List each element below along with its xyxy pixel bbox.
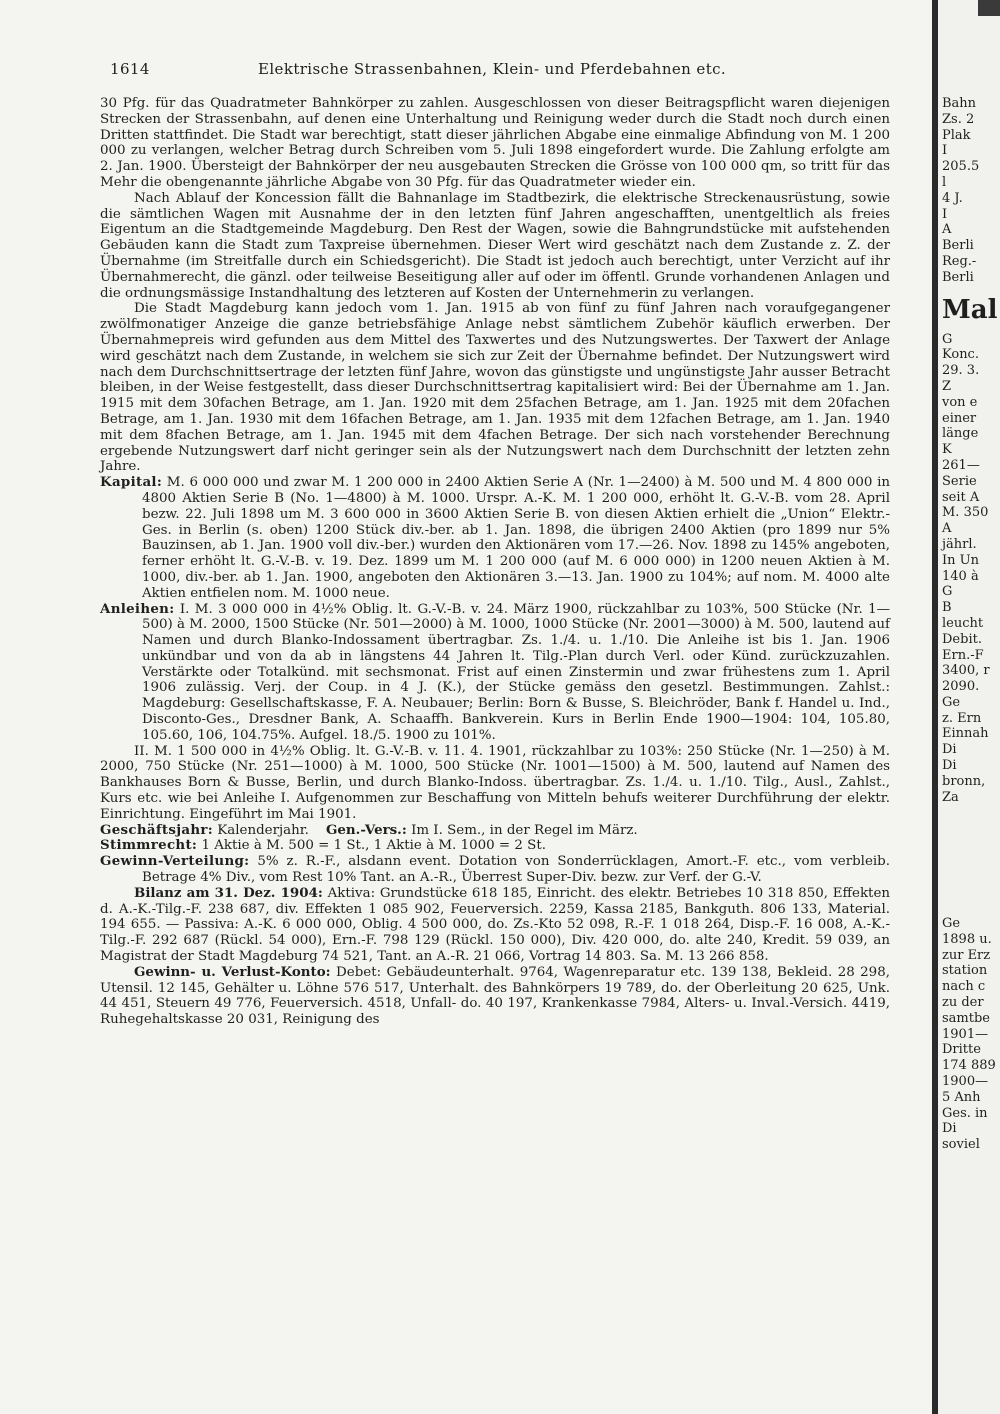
adjacent-line: Ern.-F [942, 647, 984, 663]
adjacent-line [942, 805, 1000, 821]
running-title: Elektrische Strassenbahnen, Klein- und Pferdebahnen etc. [258, 60, 727, 78]
adjacent-line: Bahn [942, 96, 977, 111]
adjacent-line: Berli [942, 269, 974, 285]
adjacent-line: länge [942, 426, 979, 442]
anleihen-text: I. M. 3 000 000 in 4½% Oblig. lt. G.-V.-B. v. 24. März 1900, rückzahlbar zu 103%, 500 Stücke (Nr. 1—500) à M. 2000, 1500 Stücke (Nr. 501—2000) à M. 1000, 1000 Stücke (Nr. 2001—3000) à M. 500, lautend auf Namen und durch Blanko-Indossament übertragbar. Zs. 1./4. u. 1./10. Die Anleihe ist bis 1. Jan. 1906 unkündbar und von da ab in längstens 44 Jahren lt. Tilg.-Plan durch Verl. oder Künd. zurückzuzahlen. Verstärkte oder Totalkünd. mit sechsmonat. Frist auf einen Zinstermin und zwar frühestens zum 1. April 1906 zulässig. Verj. der Coup. in 4 J. (K.), der Stücke gemäss den gesetzl. Bestimmungen. Zahlst.: Magdeburg: Gesellschaftskasse, F. A. Neubauer; Berlin: Born & Busse, S. Bleichröder, Bank f. Handel u. Ind., Disconto-Ges., Dresdner Bank, A. Schaaffh. Bankverein. Kurs in Berlin Ende 1900—1904: 104, 105.80, 105.60, 106, 104.75%. Aufgel. 18./5. 1900 zu 101%. [142, 601, 890, 743]
gewinn-verteilung-text: 5% z. R.-F., alsdann event. Dotation von Sonderrücklagen, Amort.-F. etc., vom verbleib. Betrage 4% Div., vom Rest 10% Tant. an A.-R., Überrest Super-Div. bezw. zur Verf. der G.-V. [142, 854, 890, 886]
adjacent-line: K [942, 442, 952, 458]
adjacent-line: 1900— [942, 1074, 989, 1090]
adjacent-line: Serie [942, 473, 977, 489]
stimmrecht-text: 1 Aktie à M. 500 = 1 St., 1 Aktie à M. 1000 = 2 St. [201, 838, 546, 854]
corner-mark [978, 0, 1000, 16]
paragraph-contribution: 30 Pfg. für das Quadratmeter Bahnkörper zu zahlen. Ausgeschlossen von dieser Beitragspflicht waren diejenigen Strecken der Strassenbahn, auf denen eine Unterhaltung und Reinigung weder durch die Stadt noch durch einen Dritten stattfindet. Die Stadt war berechtigt, statt dieser jährlichen Abgabe eine einmalige Abfindung von M. 1 200 000 zu verlangen, welcher Betrag durch Schreiben vom 5. Juli 1898 eingefordert wurde. Die Zahlung erfolgte am 2. Jan. 1900. Übersteigt der Bahnkörper der neu ausgebauten Strecken die Grösse von 100 000 qm, so tritt für das Mehr die obengenannte jährliche Abgabe von 30 Pfg. für das Quadratmeter wieder ein. [100, 96, 890, 190]
paragraph-purchase-right: Die Stadt Magdeburg kann jedoch vom 1. Jan. 1915 ab von fünf zu fünf Jahren nach voraufgegangener zwölfmonatiger Anzeige die ganze betriebsfähige Anlage nebst sämtlichem Zubehör käuflich erwerben. Der Übernahmepreis wird gefunden aus dem Mittel des Taxwertes und des Nutzungswertes. Der Taxwert der Anlage wird geschätzt nach dem Zustande, in welchem sie sich zur Zeit der Übernahme befindet. Der Nutzungswert wird nach dem Durchschnittsertrage der letzten fünf Jahre, wovon das günstigste und ungünstigste Jahr ausser Betracht bleiben, in der Weise festgestellt, dass dieser Durchschnittsertrag kapitalisiert wird: Bei der Übernahme am 1. Jan. 1915 mit dem 30fachen Betrage, am 1. Jan. 1920 mit dem 25fachen Betrage, am 1. Jan. 1925 mit dem 20fachen Betrage, am 1. Jan. 1930 mit dem 16fachen Betrage, am 1. Jan. 1935 mit dem 12fachen Betrage, am 1. Jan. 1940 mit dem 8fachen Betrage, am 1. Jan. 1945 mit dem 4fachen Betrage. Der sich nach vorstehender Berechnung ergebende Nutzungswert darf nicht geringer sein als der Nutzungswert nach dem Durchschnitt der letzten zehn Jahre. [100, 301, 890, 475]
adjacent-line: Zs. 2 [942, 111, 975, 127]
adjacent-line: In Un [942, 552, 979, 568]
adjacent-line: Plak [942, 127, 971, 143]
page-number: 1614 [110, 60, 150, 78]
anleihen-label: Anleihen: [100, 600, 175, 617]
section-anleihen [100, 602, 890, 744]
section-geschaeftsjahr [100, 823, 890, 839]
gewinn-verteilung-label: Gewinn-Verteilung: [100, 853, 250, 870]
adjacent-line: I [942, 206, 948, 222]
adjacent-line: Ge [942, 916, 961, 932]
adjacent-line: l [942, 174, 947, 190]
section-bilanz [100, 886, 890, 965]
adjacent-line: zu der [942, 995, 984, 1011]
adjacent-line: Za [942, 789, 959, 805]
adjacent-line [942, 884, 1000, 900]
adjacent-line: Konc. [942, 347, 979, 363]
bilanz-label: Bilanz am 31. Dez. 1904: [134, 884, 323, 901]
adjacent-line: 1898 u. [942, 931, 992, 947]
adjacent-page-text [942, 96, 1000, 1153]
adjacent-line: jährl. [942, 536, 977, 552]
adjacent-line: station [942, 963, 988, 979]
stimmrecht-label: Stimmrecht: [100, 837, 198, 854]
adjacent-line: soviel [942, 1137, 980, 1153]
adjacent-line: seit A [942, 489, 980, 505]
adjacent-line [942, 900, 1000, 916]
section-gewinn-verlust [100, 965, 890, 1028]
adjacent-line: 261— [942, 457, 980, 473]
adjacent-line: 140 à [942, 568, 979, 584]
adjacent-line: 29. 3. [942, 363, 980, 379]
adjacent-line [942, 837, 1000, 853]
adjacent-line: Di [942, 758, 957, 774]
adjacent-line: B [942, 600, 952, 616]
adjacent-line [942, 869, 1000, 885]
adjacent-line: Ge [942, 694, 961, 710]
kapital-label: Kapital: [100, 474, 163, 491]
bilanz-text: Aktiva: Grundstücke 618 185, Einricht. des elektr. Betriebes 10 318 850, Effekten d. A.-K.-Tilg.-F. 238 687, div. Effekten 1 085 902, Feuerversich. 2259, Kassa 2185, Bankguth. 806 133, Material. 194 655. — Passiva: A.-K. 6 000 000, Oblig. 4 500 000, do. Zs.-Kto 52 098, R.-F. 1 018 264, Disp.-F. 16 008, A.-K.-Tilg.-F. 292 687 (Rückl. 54 000), Ern.-F. 798 129 (Rückl. 150 000), Div. 420 000, do. alte 240, Kredit. 59 039, an Magistrat der Stadt Magdeburg 74 521, Tant. an A.-R. 21 066, Vortrag 14 803. Sa. M. 13 266 858. [100, 885, 890, 965]
adjacent-line: 5 Anh [942, 1089, 981, 1105]
adjacent-line: 3400, r [942, 663, 990, 679]
running-header [110, 60, 890, 84]
adjacent-line [942, 821, 1000, 837]
geschaeftsjahr-text: Kalenderjahr. [217, 822, 309, 838]
main-text [100, 96, 890, 1028]
section-stimmrecht [100, 838, 890, 854]
anleihen-second: II. M. 1 500 000 in 4½% Oblig. lt. G.-V.-B. v. 11. 4. 1901, rückzahlbar zu 103%: 250 Stücke (Nr. 1—250) à M. 2000, 750 Stücke (Nr. 251—1000) à M. 1000, 500 Stücke (Nr. 1001—1500) à M. 500, lautend auf Namen des Bankhauses Born & Busse, Berlin, und durch Blanko-Indoss. übertragbar. Zs. 1./4. u. 1./10. Tilg., Ausl., Zahlst., Kurs etc. wie bei Anleihe I. Aufgenommen zur Beschaffung von Mitteln behufs weiterer Durchführung der elektr. Einrichtung. Eingeführt im Mai 1901. [100, 743, 890, 822]
adjacent-line: 2090. [942, 679, 980, 695]
adjacent-line: Ges. in [942, 1105, 988, 1121]
adjacent-line: I [942, 143, 948, 159]
adjacent-line: 4 J. [942, 190, 963, 206]
kapital-text: M. 6 000 000 und zwar M. 1 200 000 in 2400 Aktien Serie A (Nr. 1—2400) à M. 500 und M. 4 800 000 in 4800 Aktien Serie B (No. 1—4800) à M. 1000. Urspr. A.-K. M. 1 200 000, erhöht lt. G.-V.-B. vom 28. April bezw. 22. Juli 1898 um M. 3 600 000 in 3600 Aktien Serie B. von diesen Aktien erhielt die „Union“ Elektr.-Ges. in Berlin (s. oben) 1200 Stück div.-ber. ab 1. Jan. 1898, die übrigen 2400 Aktien (pro 1899 nur 5% Bauzinsen, ab 1. Jan. 1900 voll div.-ber.) wurden den Aktionären vom 17.—26. Nov. 1898 zu 145% angeboten, ferner erhöht lt. G.-V.-B. v. 19. Dez. 1899 um M. 1 200 000 (auf M. 6 000 000) in 1200 neuen Aktien à M. 1000, div.-ber. ab 1. Jan. 1900, angeboten den Aktionären 3.—13. Jan. 1900 zu 104%; auf nom. M. 4000 alte Aktien entfielen nom. M. 1000 neue. [142, 475, 890, 601]
section-gewinn-verteilung [100, 854, 890, 886]
adjacent-line: G [942, 584, 953, 600]
adjacent-line: 174 889 [942, 1058, 996, 1074]
adjacent-line: einer [942, 410, 977, 426]
adjacent-line: z. Ern [942, 710, 982, 726]
paragraph-concession-expiry: Nach Ablauf der Koncession fällt die Bahnanlage im Stadtbezirk, die elektrische Streckenausrüstung, sowie die sämtlichen Wagen mit Ausnahme der in den letzten fünf Jahren angeschafften, unentgeltlich als freies Eigentum an die Stadtgemeinde Magdeburg. Den Rest der Wagen, sowie die Bahngrundstücke mit aufstehenden Gebäuden kann die Stadt zum Taxpreise übernehmen. Dieser Wert wird geschätzt nach dem Zustande z. Z. der Übernahme (im Streitfalle durch ein Schiedsgericht). Die Stadt ist jedoch auch berechtigt, unter Verzicht auf ihr Übernahmerecht, die gänzl. oder teilweise Beseitigung aller auf oder im öffentl. Grunde vorhandenen Anlagen und die ordnungsmässige Instandhaltung des letzteren auf Kosten der Unternehmerin zu verlangen. [100, 190, 890, 301]
gen-vers-text: Im I. Sem., in der Regel im März. [411, 822, 638, 838]
adjacent-line: Z [942, 378, 952, 394]
adjacent-page [938, 0, 1000, 1414]
adjacent-line: M. 350 [942, 505, 989, 521]
adjacent-line: nach c [942, 979, 986, 995]
adjacent-line: samtbe [942, 1010, 990, 1026]
gewinn-verlust-label: Gewinn- u. Verlust-Konto: [134, 963, 331, 980]
adjacent-line: Einnah [942, 726, 989, 742]
adjacent-line: zur Erz [942, 947, 991, 963]
adjacent-line: leucht [942, 615, 984, 631]
adjacent-line: Reg.- [942, 253, 977, 269]
adjacent-line: G [942, 331, 953, 347]
adjacent-line: Debit. [942, 631, 982, 647]
adjacent-line: 1901— [942, 1026, 989, 1042]
gen-vers-label: Gen.-Vers.: [325, 821, 407, 838]
section-kapital [100, 475, 890, 601]
adjacent-line [942, 853, 1000, 869]
adjacent-line: A [942, 521, 952, 537]
adjacent-line: bronn, [942, 773, 986, 789]
adjacent-line: Berli [942, 238, 974, 254]
adjacent-line: Di [942, 742, 957, 758]
adjacent-line: Dritte [942, 1042, 981, 1058]
adjacent-line: Di [942, 1121, 957, 1137]
adjacent-line: 205.5 [942, 159, 980, 175]
adjacent-heading: Mal [942, 294, 998, 325]
gewinn-verlust-text: Debet: Gebäudeunterhalt. 9764, Wagenreparatur etc. 139 138, Bekleid. 28 298, Utensil. 12 145, Gehälter u. Löhne 576 517, Unterhalt. des Bahnkörpers 19 789, do. der Oberleitung 20 625, Unk. 44 451, Steuern 49 776, Feuerversich. 4518, Unfall- do. 40 197, Krankenkasse 7984, Alters- u. Inval.-Versich. 4419, Ruhegehaltskasse 20 031, Reinigung des [100, 964, 890, 1028]
geschaeftsjahr-label: Geschäftsjahr: [100, 821, 213, 838]
adjacent-line: A [942, 222, 952, 238]
adjacent-line: von e [942, 394, 978, 410]
